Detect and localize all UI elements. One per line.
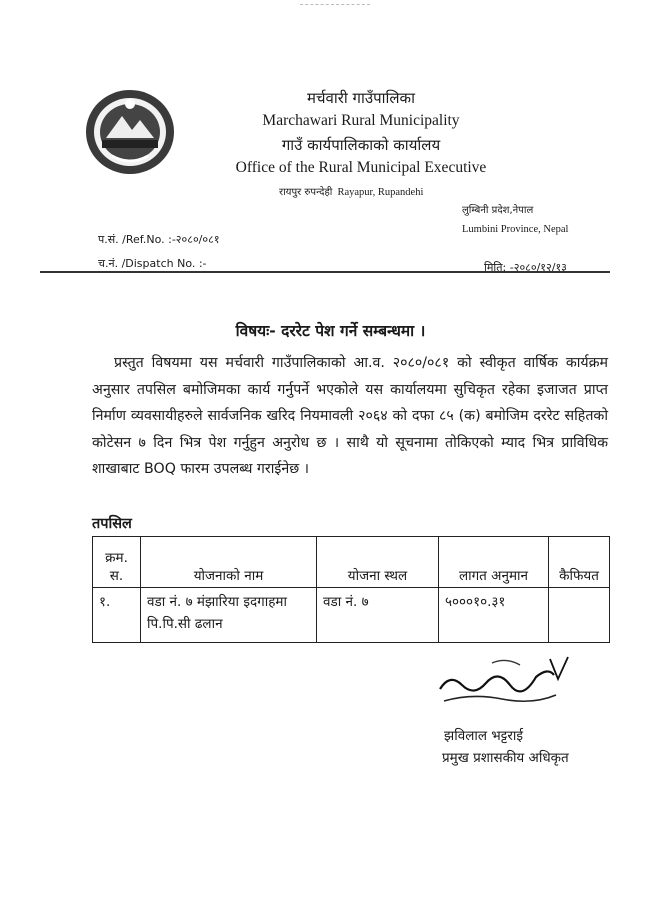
address-en: Rayapur, Rupandehi <box>337 187 424 198</box>
header-divider <box>40 271 610 273</box>
project-table <box>92 536 610 643</box>
cell-cost-estimate: ५०००१०.३१ <box>439 588 549 643</box>
col-remarks: कैफियत <box>549 537 610 588</box>
body-text: प्रस्तुत विषयमा यस मर्चवारी गाउँपालिकाको आ.व. २०८०/०८१ को स्वीकृत वार्षिक कार्यक्रम अनुसार तपसिल बमोजिमका कार्य गर्नुपर्ने भएकोले यस कार्यालयमा सुचिकृत रहेका इजाजत प्राप्त निर्माण व्यवसायीहरुले सार्वजनिक खरिद नियमावली २०६४ को दफा ८५ (क) बमोजिम दररेट सहितको कोटेसन ७ दिन भित्र पेश गर्नुहुन अनुरोध छ । साथै यो सूचनामा तोकिएको म्याद भित्र प्राविधिक शाखाबाट BOQ फारम उपलब्ध गराईनेछ । <box>92 355 608 477</box>
letter-date: मिति: -२०८०/१२/१३ <box>484 261 567 274</box>
body-paragraph <box>92 350 608 483</box>
ref-number: प.सं. /Ref.No. :-२०८०/०८१ <box>98 233 220 246</box>
cell-serial: १. <box>93 588 141 643</box>
col-cost-estimate: लागत अनुमान <box>439 537 549 588</box>
signatory-name: झविलाल भट्टराई <box>444 728 524 744</box>
cell-project-location: वडा नं. ७ <box>317 588 439 643</box>
address-np: रायपुर रुपन्देही <box>279 187 333 198</box>
table-row <box>93 588 610 643</box>
col-project-name: योजनाको नाम <box>141 537 317 588</box>
table-header-row <box>93 537 610 588</box>
address <box>279 180 423 199</box>
signatory-title: प्रमुख प्रशासकीय अधिकृत <box>442 750 569 766</box>
province-en: Lumbini Province, Nepal <box>462 224 569 235</box>
municipality-name-np: मर्चवारी गाउँपालिका <box>307 89 415 107</box>
signature-block <box>442 726 569 766</box>
col-serial: क्रम. स. <box>93 537 141 588</box>
signature-stamp <box>432 655 572 717</box>
tapsil-heading: तपसिल <box>92 516 132 532</box>
cell-remarks <box>549 588 610 643</box>
subject-line: विषयः- दररेट पेश गर्ने सम्बन्धमा । <box>235 322 426 340</box>
dispatch-number: च.नं. /Dispatch No. :- <box>98 257 207 270</box>
scan-mark <box>300 4 370 5</box>
office-name-np: गाउँ कार्यपालिकाको कार्यालय <box>281 136 441 154</box>
municipality-seal-logo <box>82 86 178 178</box>
office-name-en: Office of the Rural Municipal Executive <box>235 159 487 176</box>
col-project-location: योजना स्थल <box>317 537 439 588</box>
municipality-name-en: Marchawari Rural Municipality <box>262 112 460 129</box>
province-np: लुम्बिनी प्रदेश,नेपाल <box>462 205 534 216</box>
cell-project-name: वडा नं. ७ मंझारिया इदगाहमा पि.पि.सी ढलान <box>141 588 317 643</box>
